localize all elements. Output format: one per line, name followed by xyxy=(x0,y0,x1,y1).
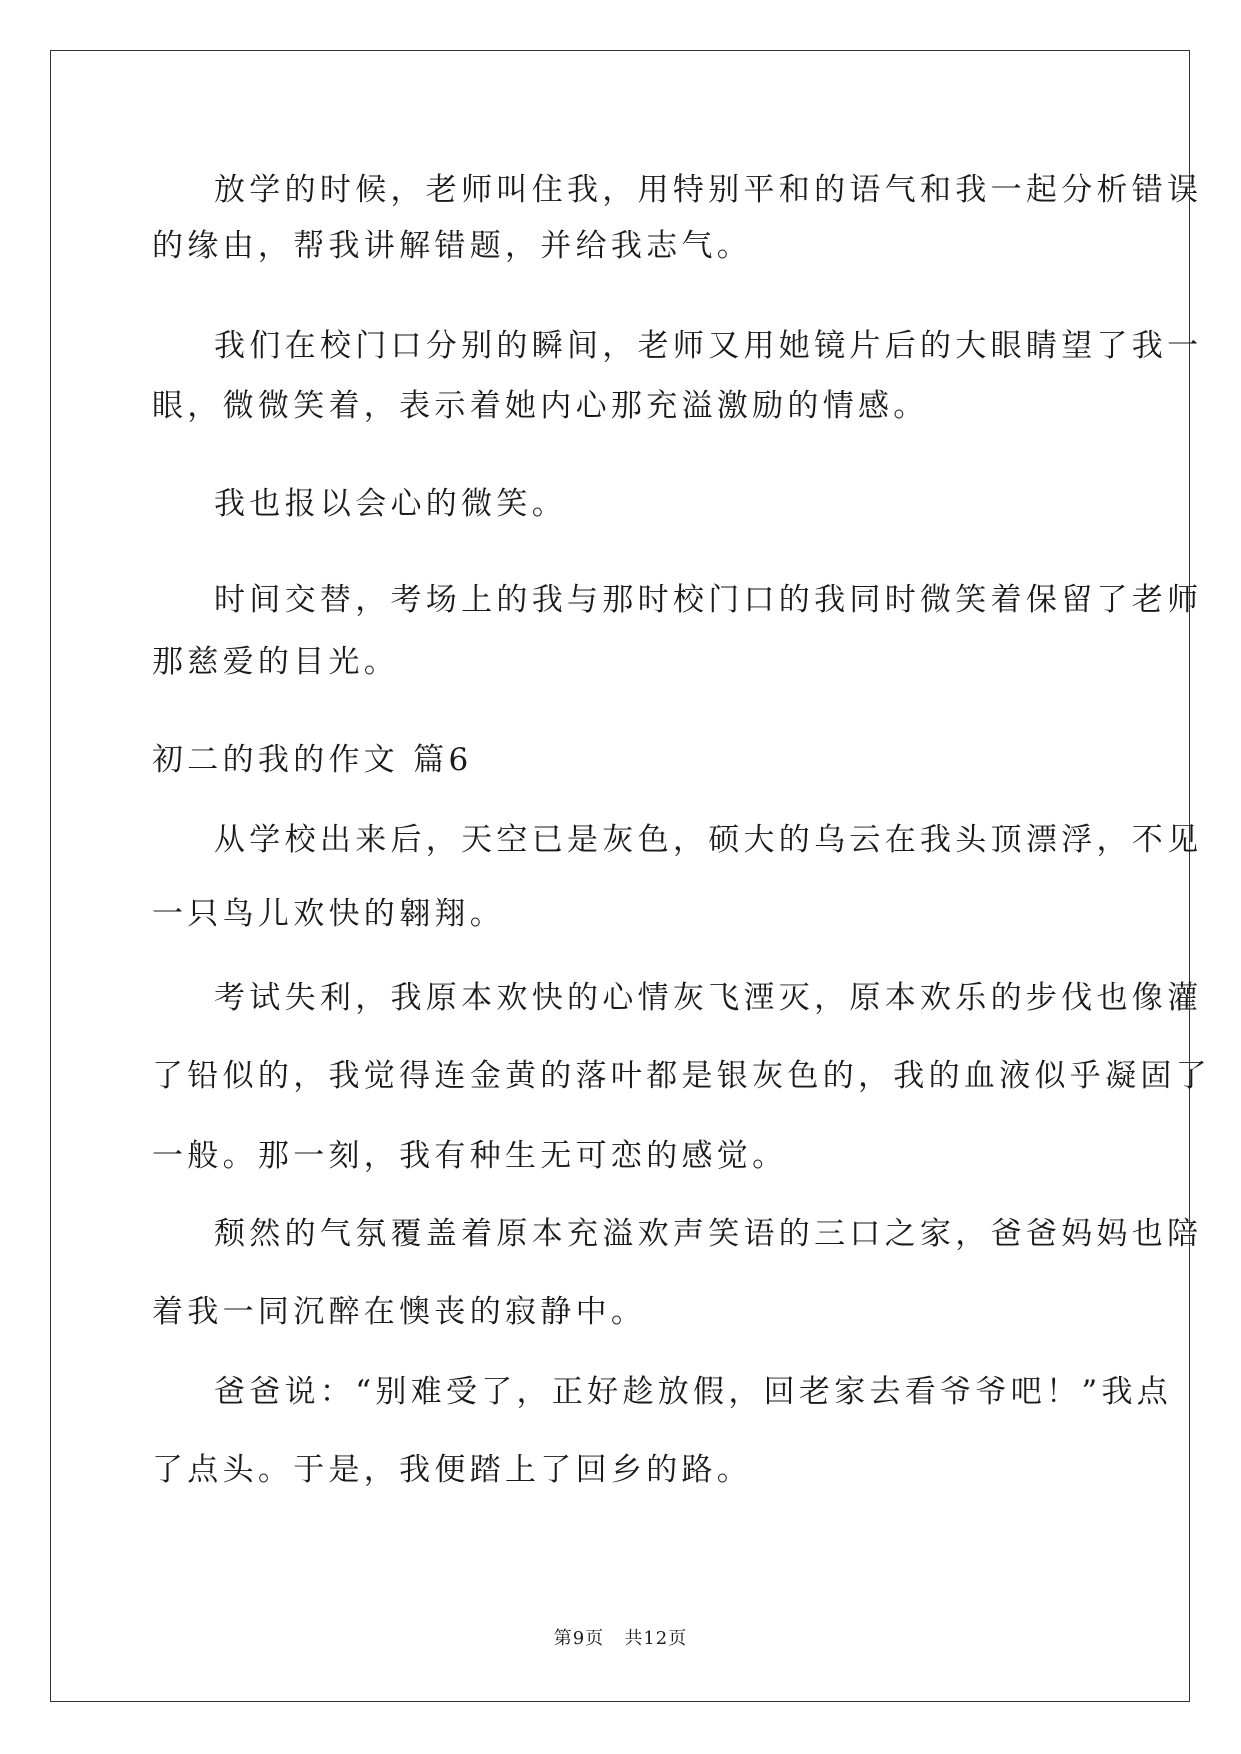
paragraph-line: 我也报以会心的微笑。 xyxy=(214,486,567,522)
paragraph-line: 那慈爱的目光。 xyxy=(152,644,400,680)
paragraph-line: 一只鸟儿欢快的翱翔。 xyxy=(152,896,505,932)
paragraph-line: 从学校出来后，天空已是灰色，硕大的乌云在我头顶漂浮，不见 xyxy=(214,822,1203,858)
section-heading: 初二的我的作文 篇6 xyxy=(152,742,473,778)
page-number: 第9页 xyxy=(553,1628,605,1649)
paragraph-line: 时间交替，考场上的我与那时校门口的我同时微笑着保留了老师 xyxy=(214,582,1203,618)
paragraph-line: 眼，微微笑着，表示着她内心那充溢激励的情感。 xyxy=(152,388,929,424)
page-footer xyxy=(0,1624,1241,1650)
paragraph-line: 放学的时候，老师叫住我，用特别平和的语气和我一起分析错误 xyxy=(214,172,1203,208)
page-total: 共12页 xyxy=(624,1628,688,1649)
paragraph-line: 一般。那一刻，我有种生无可恋的感觉。 xyxy=(152,1138,788,1174)
paragraph-line: 了点头。于是，我便踏上了回乡的路。 xyxy=(152,1452,753,1488)
paragraph-line: 我们在校门口分别的瞬间，老师又用她镜片后的大眼睛望了我一 xyxy=(214,328,1203,364)
paragraph-line: 爸爸说：“别难受了，正好趁放假，回老家去看爷爷吧！”我点 xyxy=(214,1374,1173,1410)
paragraph-line: 的缘由，帮我讲解错题，并给我志气。 xyxy=(152,228,753,264)
paragraph-line: 着我一同沉醉在懊丧的寂静中。 xyxy=(152,1294,647,1330)
paragraph-line: 颓然的气氛覆盖着原本充溢欢声笑语的三口之家，爸爸妈妈也陪 xyxy=(214,1216,1203,1252)
paragraph-line: 了铅似的，我觉得连金黄的落叶都是银灰色的，我的血液似乎凝固了 xyxy=(152,1058,1211,1094)
paragraph-line: 考试失利，我原本欢快的心情灰飞湮灭，原本欢乐的步伐也像灌 xyxy=(214,980,1203,1016)
